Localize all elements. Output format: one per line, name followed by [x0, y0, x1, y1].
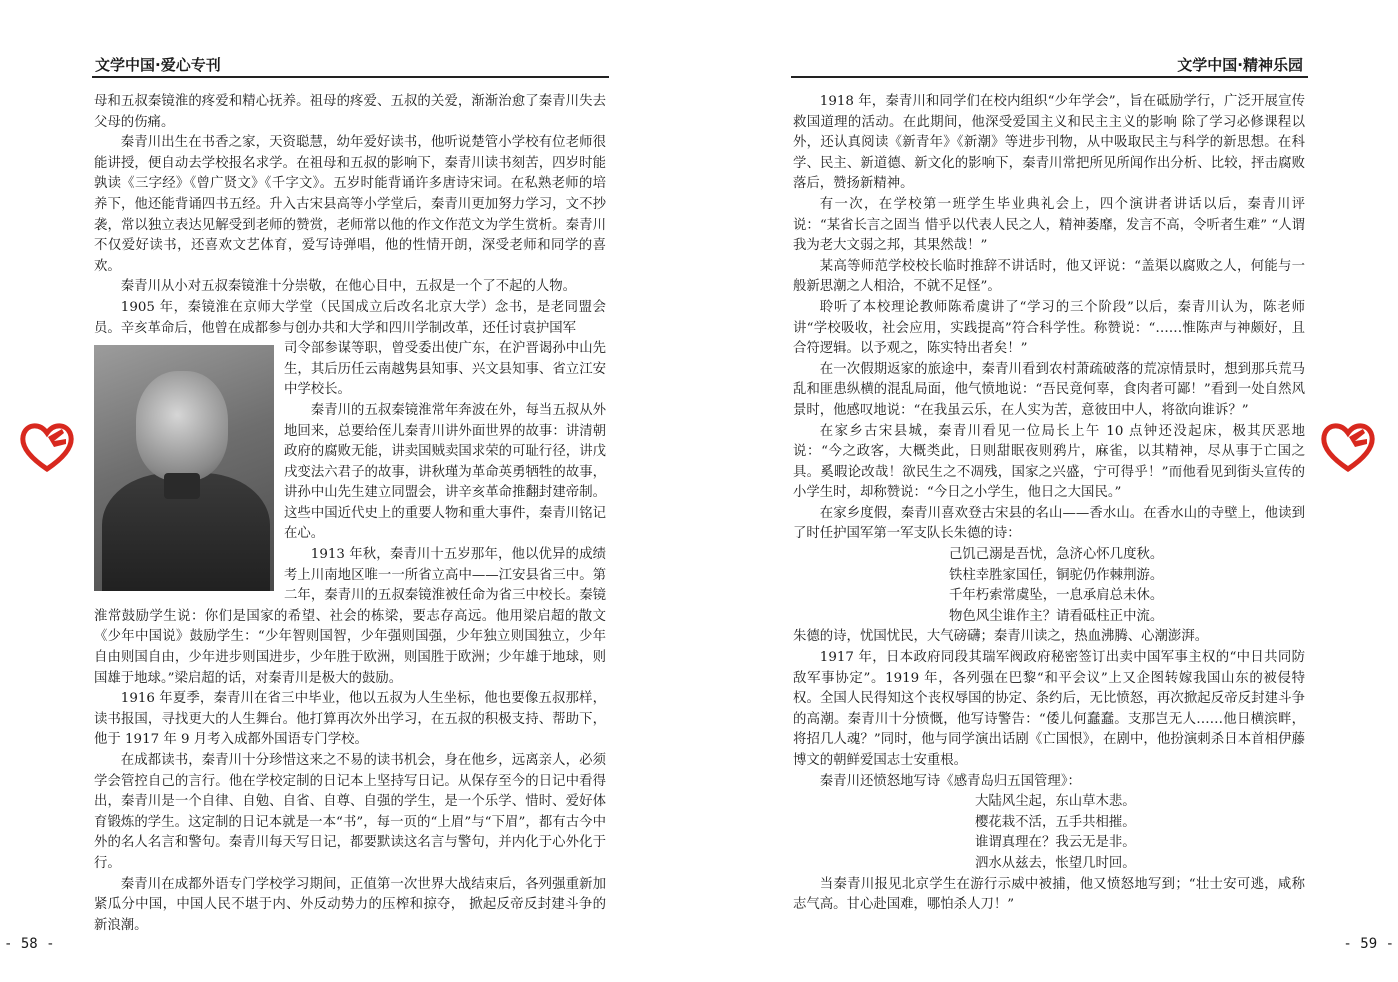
paragraph: 秦青川从小对五叔秦镜淮十分崇敬，在他心目中，五叔是一个了不起的人物。	[120, 279, 577, 295]
portrait-head	[136, 371, 228, 481]
paragraph: 1918 年，秦青川和同学们在校内组织“少年学会”，旨在砥励学行，广泛开展宣传救国道理的活动。在此期间，他深受爱国主义和民主主义的影响 除了学习必修课程以外，还认真阅读《新青年》《新潮》等进步刊物，从中吸取民主与科学的新思想。在科学、民主、新道德、新文化的影响下，秦青川常把所见所闻作出分析、比较，抨击腐败落后，赞扬新精神。	[793, 94, 1305, 192]
left-paragraphs-before-photo	[94, 92, 606, 339]
portrait-photo	[94, 345, 274, 591]
heart-hand-icon	[18, 421, 76, 473]
paragraph: 有一次，在学校第一班学生毕业典礼会上，四个演讲者讲话以后，秦青川评说：“某省长言之固当 惜乎以代表人民之人，精神萎靡，发言不高，令听者生难” “人谓我为老大文弱之邦，其果然哉！”	[793, 196, 1305, 254]
portrait-collar	[164, 473, 200, 499]
left-page-header: 文学中国·爱心专刊	[95, 56, 221, 74]
right-page-number: - 59 -	[1343, 936, 1394, 952]
paragraph: 聆听了本校理论教师陈希虞讲了“学习的三个阶段”以后，秦青川认为，陈老师讲“学校吸收，社会应用，实践提高”符合科学性。称赞说：“……惟陈声与神颇好，且合符逻辑。以予观之，陈实特出者矣！”	[793, 299, 1305, 357]
poem-line: 大陆风尘起，东山草木悲。	[975, 794, 1136, 810]
paragraph: 当秦青川报见北京学生在游行示威中被捕，他又愤怒地写到；“壮士安可逃，咸称志气高。甘心赴国难，哪怕杀人刀！”	[793, 876, 1305, 913]
paragraph: 母和五叔秦镜淮的疼爱和精心抚养。祖母的疼爱、五叔的关爱，渐渐治愈了秦青川失去父母的伤痛。	[94, 94, 606, 130]
poem-line: 铁柱幸胜家国任，铜驼仍作棘荆游。	[949, 567, 1164, 583]
paragraph: 朱德的诗，忧国忧民，大气磅礴；秦青川读之，热血沸腾、心潮澎湃。	[793, 629, 1209, 645]
poem-line: 樱花栽不活，五手共相摧。	[975, 814, 1136, 830]
paragraph: 秦青川的五叔秦镜淮常年奔波在外，每当五叔从外地回来，总要给侄儿秦青川讲外面世界的故事：讲清朝政府的腐败无能，讲卖国贼卖国求荣的可耻行径，讲戊戌变法六君子的故事，讲秋瑾为革命英勇牺牲的故事，讲孙中山先生建立同盟会，讲辛亥革命推翻封建帝制。这些中国近代史上的重要人物和重大事件，秦青川铭记在心。	[284, 402, 606, 542]
paragraph: 在成都读书，秦青川十分珍惜这来之不易的读书机会，身在他乡，远离亲人，必须学会管控自己的言行。他在学校定制的日记本上坚持写日记。从保存至今的日记中看得出，秦青川是一个自律、自勉、自省、自尊、自强的学生，是一个乐学、惜时、爱好体育锻炼的学生。这定制的日记本就是一本“书”，每一页的“上眉”与“下眉”，都有古今中外的名人名言和警句。秦青川每天写日记，都要默读这名言与警句，并内化于心外化于行。	[94, 753, 606, 871]
poem-line: 千年朽索常虞坠，一息承肩总未休。	[949, 588, 1164, 604]
paragraph: 1905 年，秦镜淮在京师大学堂（民国成立后改名北京大学）念书，是老同盟会员。辛亥革命后，他曾在成都参与创办共和大学和四川学制改革，还任讨袁护国军	[94, 299, 606, 336]
paragraph: 1916 年夏季，秦青川在省三中毕业，他以五叔为人生坐标，他也要像五叔那样，读书报国，寻找更大的人生舞台。他打算再次外出学习，在五叔的积极支持、帮助下，他于 1917 年 9 月考入成都外国语专门学校。	[94, 691, 606, 748]
left-page-number: - 58 -	[4, 936, 55, 952]
paragraph: 1917 年，日本政府同段其瑞军阀政府秘密签订出卖中国军事主权的“中日共同防敌军事协定”。1919 年，各列强在巴黎“和平会议”上又企图转嫁我国山东的被侵特权。全国人民得知这个丧权辱国的协定、条约后，无比愤怒，再次掀起反帝反封建斗争的高潮。秦青川十分愤慨，他写诗警告：“倭儿何蠢蠢。支那岂无人……他日横滨畔，将招几人魂？”同时，他与同学演出话剧《亡国恨》，在剧中，他扮演刺杀日本首相伊藤博文的朝鲜爱国志士安重根。	[793, 650, 1305, 768]
paragraph: 秦青川还愤怒地写诗《感青岛归五国管理》：	[819, 773, 1081, 789]
right-page-body	[793, 92, 1305, 916]
paragraph: 1913 年秋，秦青川十五岁那年，他以优异的成绩考上川南地区唯一一所省立高中——江安县省三中。第二年，秦青川的五叔秦镜淮被任命为省三中校长。秦镜淮常鼓励学生说：你们是国家的希望、社会的栋梁，要志存高远。他用梁启超的散文《少年中国说》鼓励学生：“少年智则国智，少年强则国强，少年独立则国独立，少年自由则国自由，少年进步则国进步，少年胜于欧洲，则国胜于欧洲；少年雄于地球，则国雄于地球。”梁启超的话，对秦青川是极大的鼓励。	[94, 547, 606, 686]
paragraph: 某高等师范学校校长临时推辞不讲话时，他又评说：“盖渠以腐败之人，何能与一般新思潮之人相洽，不就不足怪”。	[793, 258, 1305, 295]
paragraph: 秦青川出生在书香之家，天资聪慧，幼年爱好读书，他听说楚管小学校有位老师很能讲授，便自动去学校报名求学。在祖母和五叔的影响下，秦青川读书刻苦，四岁时能孰读《三字经》《曾广贤文》《千字文》。五岁时能背诵许多唐诗宋词。在私熟老师的培养下，他还能背诵四书五经。升入古宋县高等小学堂后，秦青川更加努力学习，文不抄袭，常以独立表达见解受到老师的赞赏，老师常以他的作文作范文为学生赏析。秦青川不仅爱好读书，还喜欢文艺体育，爱写诗弹唱，他的性情开朗，深受老师和同学的喜欢。	[94, 135, 606, 274]
paragraph: 在一次假期返家的旅途中，秦青川看到农村萧疏破落的荒凉情景时，想到那兵荒马乱和匪患纵横的混乱局面，他气愤地说：“吾民竟何辜，食肉者可鄙！”看到一处自然风景时，他感叹地说：“在我虽云乐，在人实为苦，意彼田中人，将欲向谁诉？”	[793, 361, 1305, 418]
heart-outline	[1324, 426, 1372, 469]
heart-outline	[23, 426, 71, 469]
right-page-header: 文学中国·精神乐园	[1177, 56, 1303, 74]
left-header-rule	[92, 76, 609, 78]
paragraph: 在家乡古宋县城，秦青川看见一位局长上午 10 点钟还没起床，极其厌恶地说：“今之政客，大概类此，日则甜眠夜则鸦片，麻雀，以其精神，尽从事于亡国之具。奚暇论改哉！欲民生之不凋残，国家之兴盛，宁可得乎！”而他看见到街头宣传的小学生时，却称赞说：“今日之小学生，他日之大国民。”	[793, 423, 1305, 501]
heart-hand-icon	[1319, 421, 1377, 473]
poem	[793, 792, 1305, 874]
paragraph: 司令部参谋等职，曾受委出使广东，在沪晋谒孙中山先生，其后历任云南越隽县知事、兴文县知事、省立江安中学校长。	[284, 341, 606, 398]
right-page	[699, 0, 1398, 982]
poem-line: 谁谓真理在？我云无是非。	[975, 835, 1136, 851]
poem-line: 物色风尘谁作主？请看砥柱正中流。	[949, 608, 1164, 624]
paragraph: 在家乡度假，秦青川喜欢登古宋县的名山——香水山。在香水山的寺壁上，他读到了时任护国军第一军支队长朱德的诗：	[793, 505, 1305, 542]
paragraph: 秦青川在成都外语专门学校学习期间，正值第一次世界大战结束后，各列强重新加紧瓜分中国，中国人民不堪于内、外反动势力的压榨和掠夺， 掀起反帝反封建斗争的新浪潮。	[94, 876, 606, 933]
left-page-body	[94, 92, 606, 936]
poem-line: 泗水从兹去，怅望几时回。	[975, 855, 1136, 871]
poem	[793, 545, 1305, 627]
poem-line: 己饥己溺是吾忧，急济心怀几度秋。	[949, 547, 1164, 563]
right-header-rule	[791, 76, 1308, 78]
